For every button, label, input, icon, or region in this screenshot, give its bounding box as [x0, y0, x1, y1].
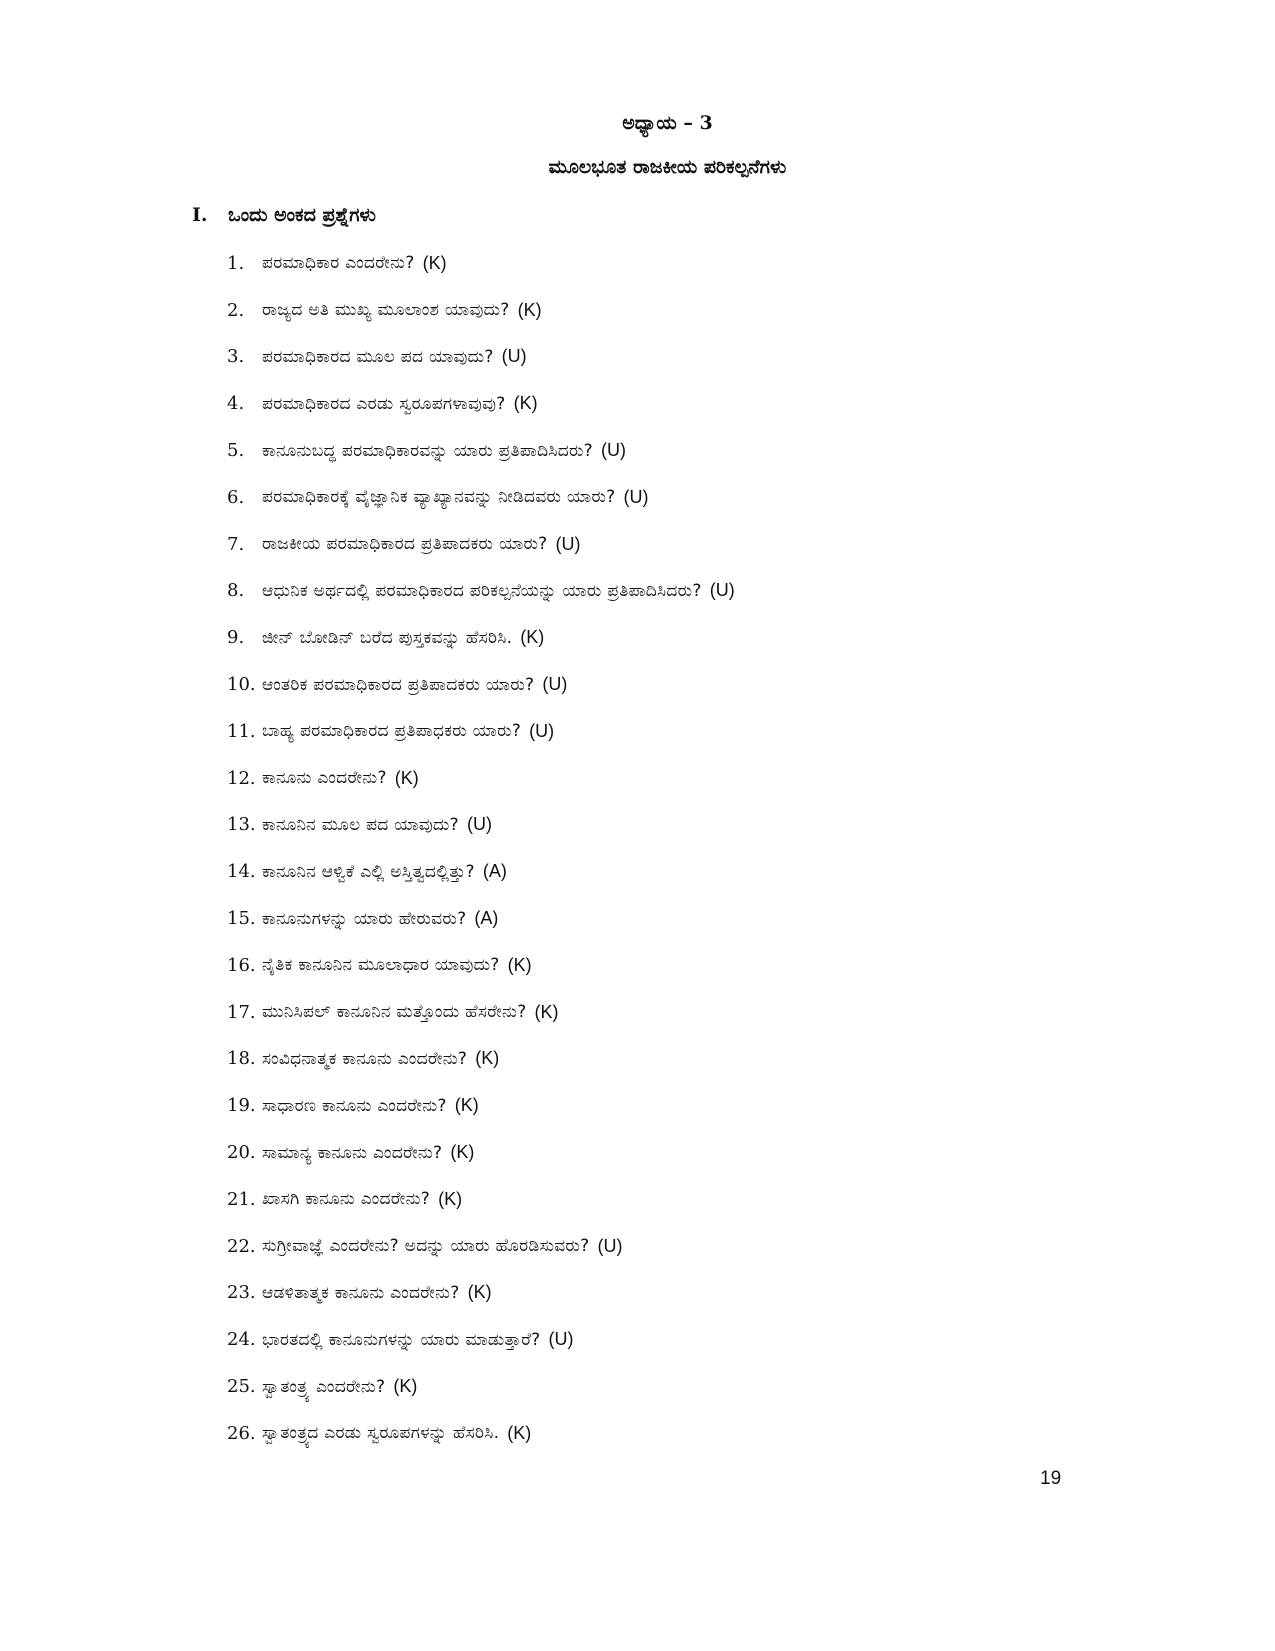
question-number: 16. — [227, 954, 256, 976]
question-number: 22. — [227, 1235, 256, 1257]
question-number: 26. — [227, 1422, 256, 1444]
question-item — [227, 521, 735, 568]
question-item — [227, 1082, 735, 1129]
question-number: 4. — [227, 393, 245, 415]
question-text: ಬಾಹ್ಯ ಪರಮಾಧಿಕಾರದ ಪ್ರತಿಪಾಧಕರು ಯಾರು? — [262, 721, 522, 742]
question-text: ಖಾಸಗಿ ಕಾನೂನು ಎಂದರೇನು? — [262, 1189, 431, 1210]
question-level-tag: (K) — [467, 1282, 492, 1303]
question-number: 20. — [227, 1142, 256, 1164]
question-number: 14. — [227, 861, 256, 883]
question-number: 19. — [227, 1095, 256, 1117]
question-item — [227, 1316, 735, 1363]
question-level-tag: (U) — [555, 533, 581, 554]
question-item — [227, 989, 735, 1036]
question-text: ನೈತಿಕ ಕಾನೂನಿನ ಮೂಲಾಧಾರ ಯಾವುದು? — [262, 955, 500, 976]
question-item — [227, 1270, 735, 1317]
question-text: ಮುನಿಸಿಪಲ್ ಕಾನೂನಿನ ಮತ್ತೊಂದು ಹೆಸರೇನು? — [262, 1002, 527, 1023]
question-level-tag: (K) — [438, 1188, 463, 1209]
question-number: 9. — [227, 627, 245, 649]
question-number: 8. — [227, 580, 245, 602]
question-number: 23. — [227, 1282, 256, 1304]
question-number: 2. — [227, 299, 245, 321]
question-level-tag: (K) — [422, 252, 447, 273]
question-item — [227, 661, 735, 708]
question-level-tag: (K) — [517, 299, 542, 320]
question-text: ಸಾಮಾನ್ಯ ಕಾನೂನು ಎಂದರೇನು? — [262, 1142, 443, 1163]
question-number: 25. — [227, 1376, 256, 1398]
question-item — [227, 708, 735, 755]
question-text: ಸುಗ್ರೀವಾಜ್ಞೆ ಎಂದರೇನು? ಅದನ್ನು ಯಾರು ಹೊರಡಿಸುವರು? — [262, 1236, 590, 1257]
question-text: ಆಡಳಿತಾತ್ಮಕ ಕಾನೂನು ಎಂದರೇನು? — [262, 1282, 460, 1303]
question-number: 21. — [227, 1188, 256, 1210]
question-level-tag: (K) — [507, 1422, 532, 1443]
question-number: 15. — [227, 908, 256, 930]
question-number: 7. — [227, 533, 245, 555]
question-number: 1. — [227, 252, 245, 274]
question-number: 17. — [227, 1001, 256, 1023]
question-text: ಜೀನ್ ಬೋಡಿನ್ ಬರೆದ ಪುಸ್ತಕವನ್ನು ಹೆಸರಿಸಿ. — [262, 627, 513, 648]
chapter-heading: ಅಧ್ಯಾಯ – 3 — [622, 112, 713, 134]
question-level-tag: (K) — [513, 393, 538, 414]
question-item — [227, 848, 735, 895]
question-level-tag: (U) — [542, 674, 568, 695]
question-text: ಸಂವಿಧನಾತ್ಮಕ ಕಾನೂನು ಎಂದರೇನು? — [262, 1048, 468, 1069]
question-text: ಕಾನೂನುಬದ್ಧ ಪರಮಾಧಿಕಾರವನ್ನು ಯಾರು ಪ್ರತಿಪಾದಿಸಿದರು? — [262, 440, 594, 461]
question-level-tag: (A) — [474, 908, 499, 929]
question-item — [227, 755, 735, 802]
question-level-tag: (U) — [709, 580, 735, 601]
question-item — [227, 380, 735, 427]
question-level-tag: (U) — [601, 440, 627, 461]
question-item — [227, 614, 735, 661]
question-number: 5. — [227, 440, 245, 462]
question-number: 13. — [227, 814, 256, 836]
question-level-tag: (U) — [529, 720, 555, 741]
section-heading — [192, 204, 376, 226]
question-text: ಸ್ವಾತಂತ್ರ್ಯದ ಎರಡು ಸ್ವರೂಪಗಳನ್ನು ಹೆಸರಿಸಿ. — [262, 1423, 500, 1444]
question-level-tag: (K) — [534, 1001, 559, 1022]
question-level-tag: (K) — [394, 767, 419, 788]
question-item — [227, 1410, 735, 1457]
section-number: I. — [192, 204, 208, 226]
question-text: ಆಧುನಿಕ ಅರ್ಥದಲ್ಲಿ ಪರಮಾಧಿಕಾರದ ಪರಿಕಲ್ಪನೆಯನ್ನು ಯಾರು ಪ್ರತಿಪಾದಿಸಿದರು? — [262, 580, 702, 601]
question-level-tag: (K) — [454, 1095, 479, 1116]
question-level-tag: (U) — [623, 486, 649, 507]
question-number: 24. — [227, 1329, 256, 1351]
question-item — [227, 474, 735, 521]
question-list — [227, 240, 735, 1457]
question-item — [227, 334, 735, 381]
question-level-tag: (U) — [501, 346, 527, 367]
question-item — [227, 568, 735, 615]
question-text: ರಾಜಕೀಯ ಪರಮಾಧಿಕಾರದ ಪ್ರತಿಪಾದಕರು ಯಾರು? — [262, 534, 548, 555]
page-number: 19 — [1040, 1468, 1062, 1489]
section-title: ಒಂದು ಅಂಕದ ಪ್ರಶ್ನೆಗಳು — [228, 204, 376, 226]
question-item — [227, 240, 735, 287]
question-item — [227, 1363, 735, 1410]
question-level-tag: (U) — [597, 1235, 623, 1256]
question-item — [227, 287, 735, 334]
question-item — [227, 427, 735, 474]
question-text: ಆಂತರಿಕ ಪರಮಾಧಿಕಾರದ ಪ್ರತಿಪಾದಕರು ಯಾರು? — [262, 674, 535, 695]
question-level-tag: (U) — [466, 814, 492, 835]
question-text: ಕಾನೂನಿನ ಮೂಲ ಪದ ಯಾವುದು? — [262, 814, 459, 835]
question-text: ಸಾಧಾರಣ ಕಾನೂನು ಎಂದರೇನು? — [262, 1095, 447, 1116]
question-text: ಕಾನೂನುಗಳನ್ನು ಯಾರು ಹೇರುವರು? — [262, 908, 467, 929]
question-level-tag: (A) — [482, 861, 507, 882]
question-number: 3. — [227, 346, 245, 368]
question-item — [227, 1036, 735, 1083]
question-level-tag: (K) — [450, 1142, 475, 1163]
question-number: 12. — [227, 767, 256, 789]
question-text: ಭಾರತದಲ್ಲಿ ಕಾನೂನುಗಳನ್ನು ಯಾರು ಮಾಡುತ್ತಾರೆ? — [262, 1329, 541, 1350]
question-level-tag: (K) — [475, 1048, 500, 1069]
question-text: ರಾಜ್ಯದ ಅತಿ ಮುಖ್ಯ ಮೂಲಾಂಶ ಯಾವುದು? — [262, 300, 510, 321]
chapter-title: ಮೂಲಭೂತ ರಾಜಕೀಯ ಪರಿಕಲ್ಪನೆಗಳು — [548, 156, 787, 178]
question-text: ಪರಮಾಧಿಕಾರ ಎಂದರೇನು? — [262, 253, 415, 274]
question-text: ಪರಮಾಧಿಕಾರದ ಮೂಲ ಪದ ಯಾವುದು? — [262, 346, 494, 367]
question-number: 10. — [227, 674, 256, 696]
question-item — [227, 895, 735, 942]
question-level-tag: (K) — [520, 627, 545, 648]
question-item — [227, 1223, 735, 1270]
question-text: ಕಾನೂನು ಎಂದರೇನು? — [262, 768, 387, 789]
question-item — [227, 942, 735, 989]
question-level-tag: (K) — [507, 954, 532, 975]
question-item — [227, 1129, 735, 1176]
question-level-tag: (K) — [393, 1376, 418, 1397]
question-text: ಕಾನೂನಿನ ಆಳ್ವಿಕೆ ಎಲ್ಲಿ ಅಸ್ತಿತ್ವದಲ್ಲಿತ್ತು? — [262, 861, 475, 882]
question-number: 18. — [227, 1048, 256, 1070]
question-text: ಪರಮಾಧಿಕಾರಕ್ಕೆ ವೈಜ್ಞಾನಿಕ ವ್ಯಾಖ್ಯಾನವನ್ನು ನೀಡಿದವರು ಯಾರು? — [262, 487, 616, 508]
question-item — [227, 1176, 735, 1223]
question-level-tag: (U) — [548, 1329, 574, 1350]
question-text: ಪರಮಾಧಿಕಾರದ ಎರಡು ಸ್ವರೂಪಗಳಾವುವು? — [262, 393, 506, 414]
question-text: ಸ್ವಾತಂತ್ರ್ಯ ಎಂದರೇನು? — [262, 1376, 386, 1397]
question-number: 11. — [227, 720, 256, 742]
question-number: 6. — [227, 486, 245, 508]
question-item — [227, 802, 735, 849]
